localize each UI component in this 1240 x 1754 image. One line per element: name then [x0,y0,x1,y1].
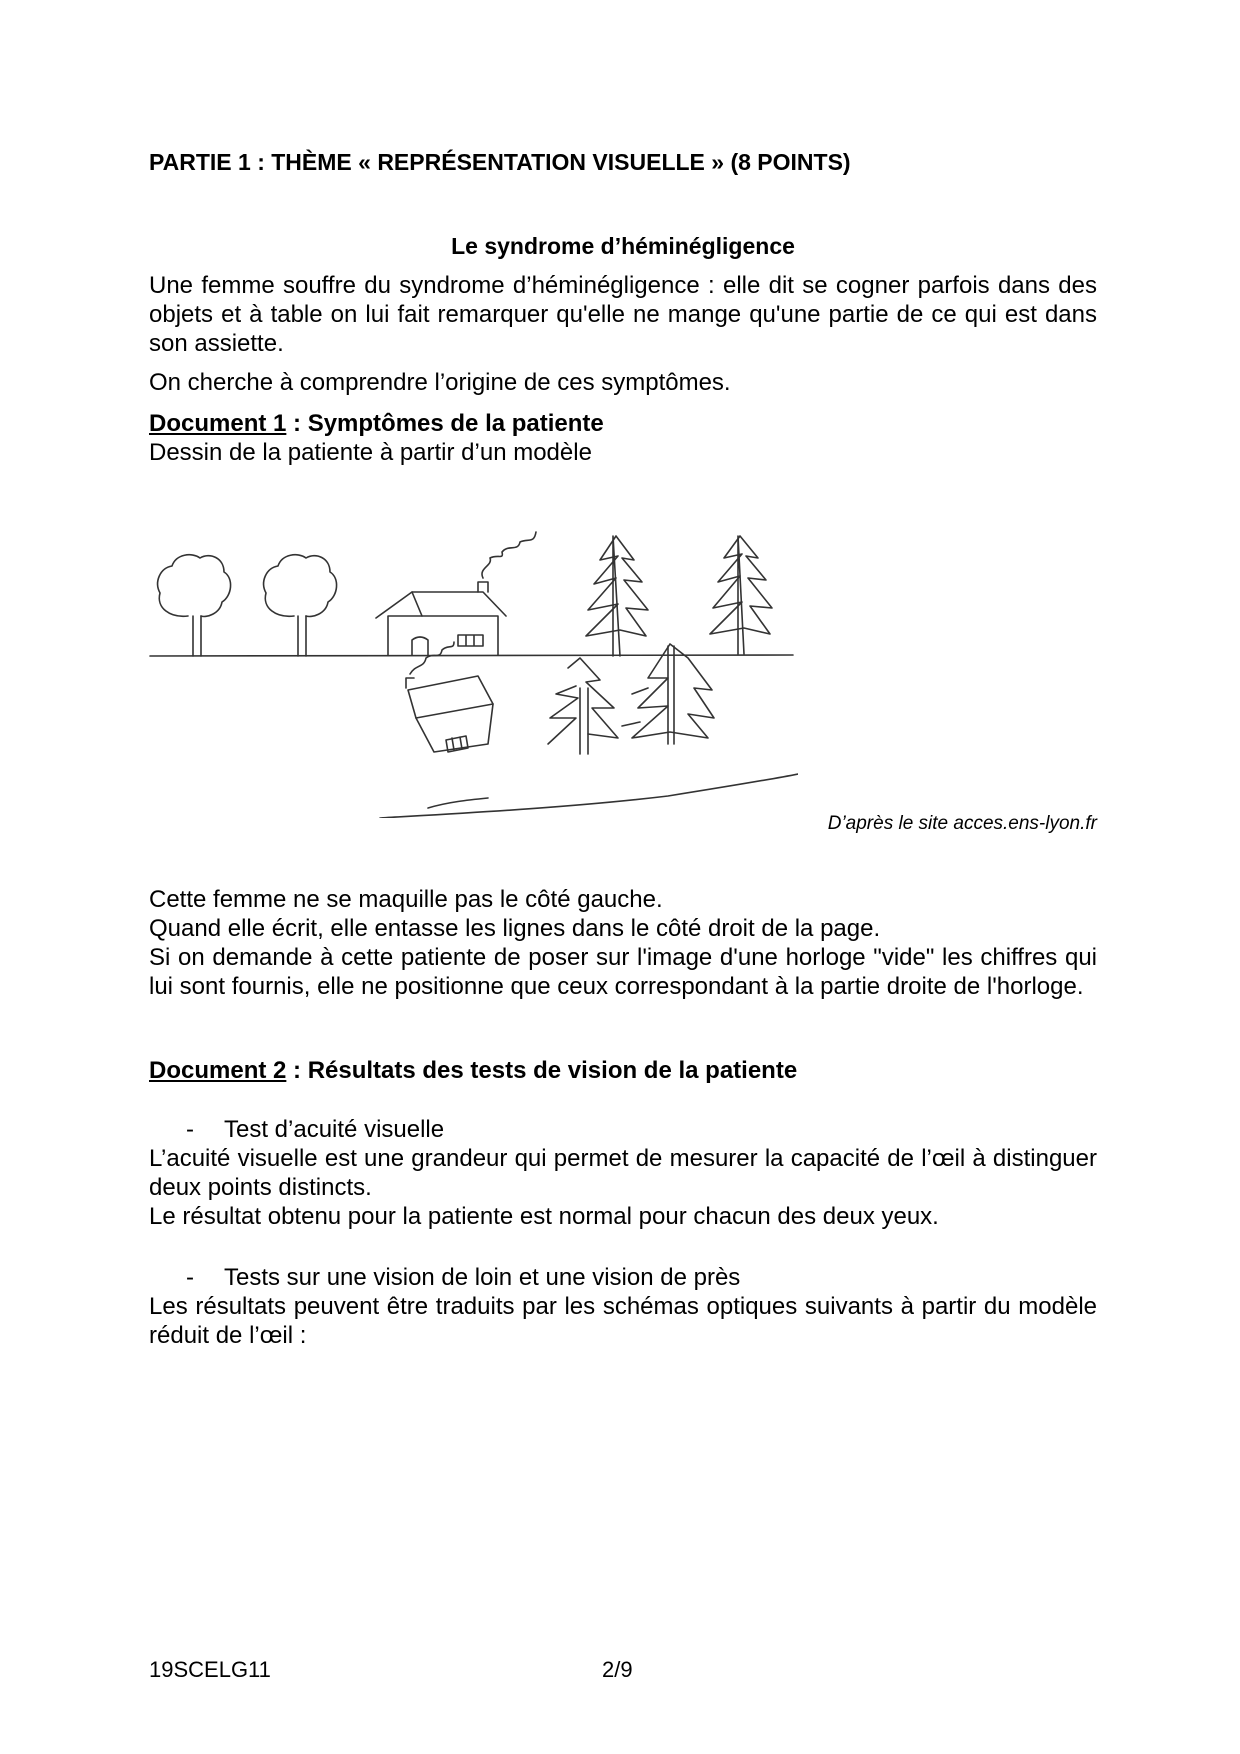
bullet-acuity-label: Test d’acuité visuelle [224,1116,445,1143]
bullet-distance-tests: - Tests sur une vision de loin et une vision de près [186,1264,741,1291]
document1-line-3: Si on demande à cette patiente de poser sur l'image d'une horloge "vide" les chiffres qui lui sont fournis, elle ne positionne que ceux correspondant à la partie droite de l'horloge. [149,944,1097,1000]
document1-line-2: Quand elle écrit, elle entasse les lignes dans le côté droit de la page. [149,915,881,942]
bullet-distance-tests-label: Tests sur une vision de loin et une vision de près [224,1264,741,1291]
subject-title: Le syndrome d’héminégligence [451,233,795,259]
document2-heading [149,1056,1097,1085]
intro-paragraph: Une femme souffre du syndrome d’héminégligence : elle dit se cogner parfois dans des objets et à table on lui fait remarquer qu'elle ne mange qu'une partie de ce qui est dans son assiette. [149,272,1097,357]
document1-line-1: Cette femme ne se maquille pas le côté gauche. [149,886,663,913]
document1-credit: D’après le site acces.ens-lyon.fr [827,813,1097,834]
footer-page-number: 2/9 [602,1657,633,1682]
document1-heading [149,409,1097,438]
schemas-intro: Les résultats peuvent être traduits par les schémas optiques suivants à partir du modèle réduit de l’œil : [149,1293,1097,1349]
part-title: PARTIE 1 : THÈME « REPRÉSENTATION VISUELLE » (8 POINTS) [149,149,851,175]
footer-code: 19SCELG11 [149,1657,271,1682]
document2-label: Document 2 [149,1057,287,1084]
document1-title: : Symptômes de la patiente [286,410,604,437]
bullet-acuity: - Test d’acuité visuelle [186,1116,445,1143]
patient-drawing [148,518,798,818]
document1-caption: Dessin de la patiente à partir d’un modèle [149,439,592,466]
document2-title: : Résultats des tests de vision de la patiente [286,1057,798,1084]
acuity-definition: L’acuité visuelle est une grandeur qui permet de mesurer la capacité de l’œil à distinguer deux points distincts. [149,1145,1097,1201]
intro-question: On cherche à comprendre l’origine de ces symptômes. [149,369,731,396]
document1-label: Document 1 [149,410,287,437]
acuity-result: Le résultat obtenu pour la patiente est normal pour chacun des deux yeux. [149,1203,939,1230]
